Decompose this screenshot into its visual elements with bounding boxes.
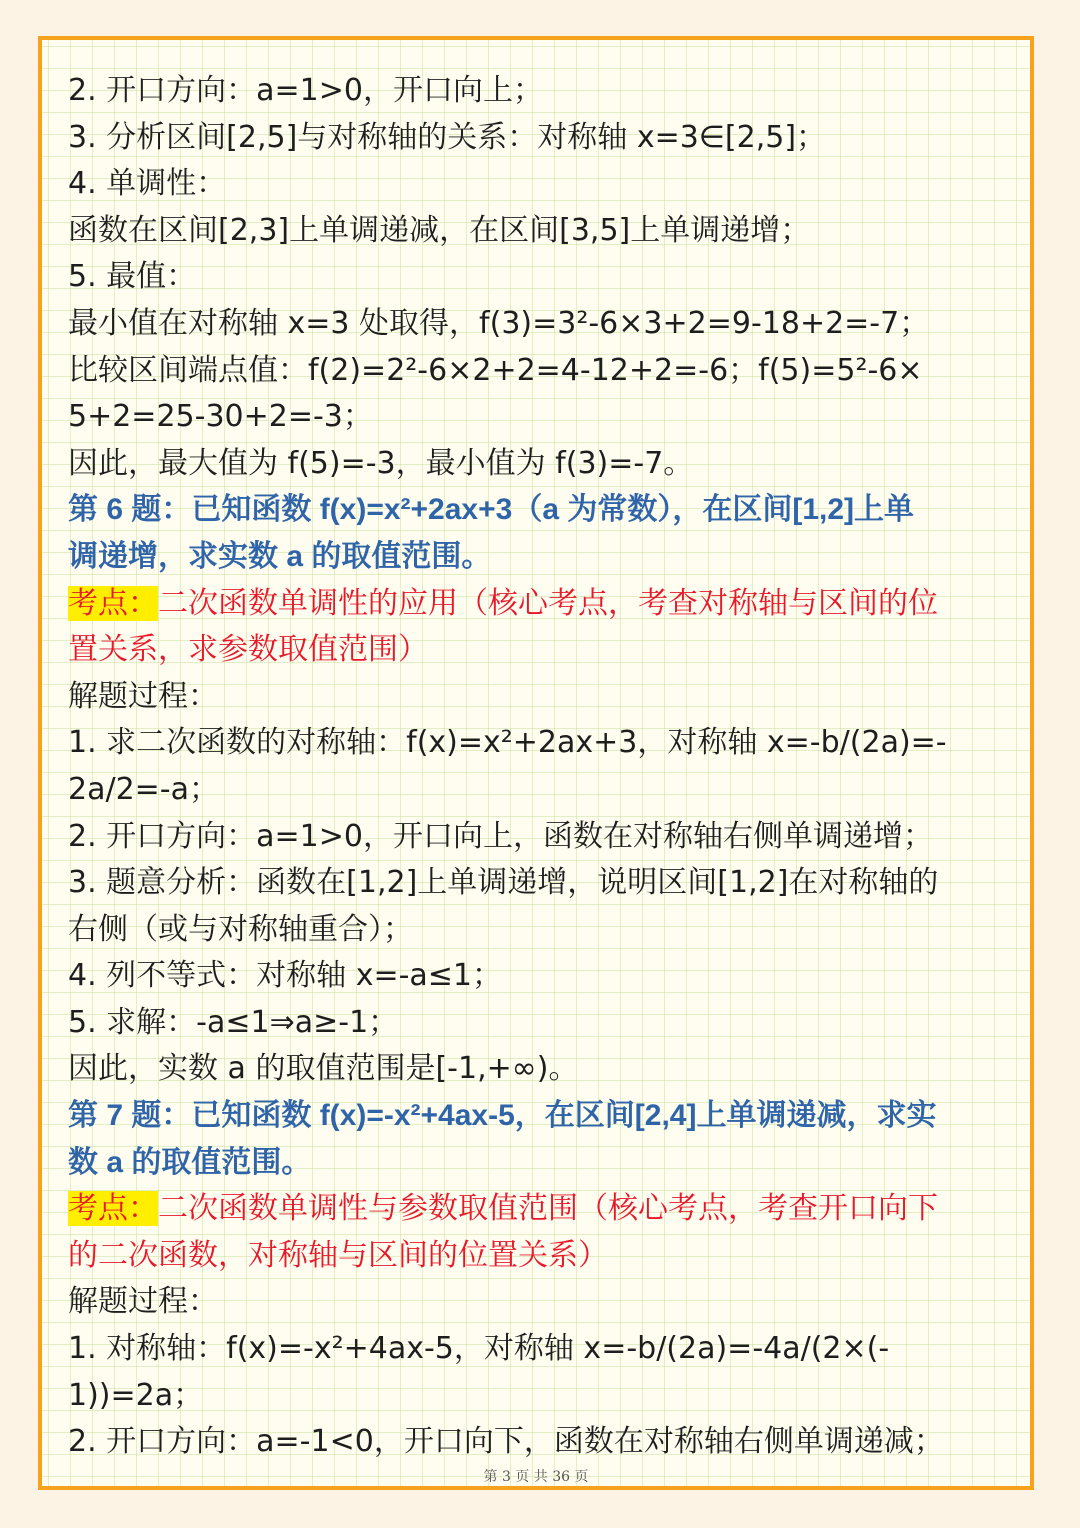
keypoint-6 xyxy=(68,581,1018,628)
solution-heading: 解题过程： xyxy=(68,1284,218,1320)
step-line: 比较区间端点值：f(2)=2²-6×2+2=4-12+2=-6；f(5)=5²-6× xyxy=(68,352,923,388)
keypoint-label: 考点： xyxy=(68,585,158,621)
step-line: 最小值在对称轴 x=3 处取得，f(3)=3²-6×3+2=9-18+2=-7； xyxy=(68,305,930,341)
notebook-page xyxy=(38,36,1034,1490)
keypoint-7 xyxy=(68,1186,1018,1233)
keypoint-text: 二次函数单调性的应用（核心考点，考查对称轴与区间的位 xyxy=(158,585,938,621)
step-line: 5. 最值： xyxy=(68,259,197,295)
step-line: 3. 分析区间[2,5]与对称轴的关系：对称轴 x=3∈[2,5]； xyxy=(68,119,827,155)
keypoint-text: 二次函数单调性与参数取值范围（核心考点，考查开口向下 xyxy=(158,1191,938,1227)
question-6-title: 第 6 题：已知函数 f(x)=x²+2ax+3（a 为常数），在区间[1,2]上单 xyxy=(68,493,915,527)
question-7-title-cont: 数 a 的取值范围。 xyxy=(68,1145,312,1179)
step-line: 2. 开口方向：a=1>0，开口向上，函数在对称轴右侧单调递增； xyxy=(68,818,933,854)
step-line: 4. 列不等式：对称轴 x=-a≤1； xyxy=(68,958,503,994)
page-content xyxy=(68,68,1018,1466)
step-line: 5+2=25-30+2=-3； xyxy=(68,399,373,435)
step-line: 4. 单调性： xyxy=(68,166,227,202)
keypoint-label: 考点： xyxy=(68,1191,158,1227)
step-line: 1. 求二次函数的对称轴：f(x)=x²+2ax+3，对称轴 x=-b/(2a)=- xyxy=(68,725,947,761)
step-line: 5. 求解：-a≤1⇒a≥-1； xyxy=(68,1004,399,1040)
step-line: 2a/2=-a； xyxy=(68,771,220,807)
step-line: 函数在区间[2,3]上单调递减，在区间[3,5]上单调递增； xyxy=(68,212,811,248)
step-line: 1. 对称轴：f(x)=-x²+4ax-5，对称轴 x=-b/(2a)=-4a/(2×(- xyxy=(68,1331,890,1367)
question-7-title: 第 7 题：已知函数 f(x)=-x²+4ax-5，在区间[2,4]上单调递减，求实 xyxy=(68,1099,937,1133)
step-line: 2. 开口方向：a=-1<0，开口向下，函数在对称轴右侧单调递减； xyxy=(68,1424,944,1460)
question-6-title-cont: 调递增，求实数 a 的取值范围。 xyxy=(68,539,492,573)
conclusion-line: 因此，实数 a 的取值范围是[-1,+∞)。 xyxy=(68,1051,579,1087)
step-line: 3. 题意分析：函数在[1,2]上单调递增，说明区间[1,2]在对称轴的 xyxy=(68,865,939,901)
step-line: 1))=2a； xyxy=(68,1377,204,1413)
keypoint-6-cont: 置关系，求参数取值范围） xyxy=(68,632,428,668)
keypoint-7-cont: 的二次函数，对称轴与区间的位置关系） xyxy=(68,1237,608,1273)
conclusion-line: 因此，最大值为 f(5)=-3，最小值为 f(3)=-7。 xyxy=(68,445,694,481)
solution-heading: 解题过程： xyxy=(68,678,218,714)
step-line: 右侧（或与对称轴重合）； xyxy=(68,911,413,947)
page-number: 第 3 页 共 36 页 xyxy=(483,1469,589,1485)
step-line: 2. 开口方向：a=1>0，开口向上； xyxy=(68,73,543,108)
